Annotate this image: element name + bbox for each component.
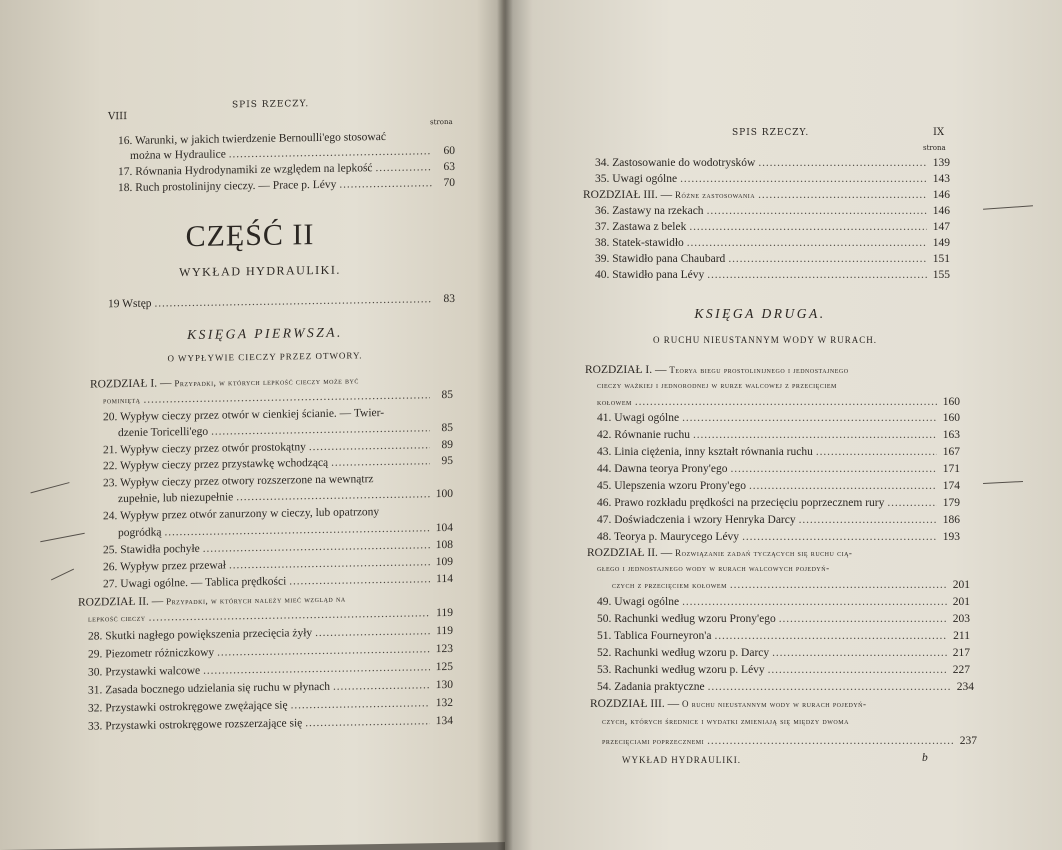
part-title: CZĘŚĆ II	[185, 218, 315, 254]
toc-entry-17: 17. Równania Hydrodynamiki ze względem na lepkość . . . 63	[118, 161, 455, 178]
toc-entry-52: 52. Rachunki według wzoru p. Darcy . . . 217	[597, 647, 970, 659]
toc-entry-41: 41. Uwagi ogólne . . . 160	[597, 412, 960, 424]
right-page	[505, 0, 1062, 850]
chapter-r1-line2: cieczy ważkiej i jednorodnej w rurze walcowej z przecięciem	[597, 380, 837, 390]
toc-entry-30: 30. Przystawki walcowe . . . 125	[88, 661, 453, 679]
toc-entry-22: 22. Wypływ cieczy przez przystawkę wchodzącą . . . 95	[103, 455, 453, 472]
toc-entry-20-line1: 20. Wypływ cieczy przez otwór w cienkiej ścianie. — Twier-	[103, 406, 385, 424]
pencil-mark	[983, 481, 1023, 484]
toc-entry-21: 21. Wypływ cieczy przez otwór prostokątny . . . 89	[103, 439, 453, 456]
toc-entry-40: 40. Stawidło pana Lévy . . . 155	[595, 269, 950, 281]
toc-entry-53: 53. Rachunki według wzoru p. Lévy . . . 227	[597, 664, 970, 676]
chapter-r3-line3: przecięciami poprzecznemi . . . 237	[602, 735, 977, 747]
page-number-left: VIII	[108, 111, 128, 123]
book-title-left: KSIĘGA PIERWSZA.	[187, 324, 343, 343]
toc-entry-28: 28. Skutki nagłego powiększenia przecięcia żyły . . . 119	[88, 625, 453, 643]
chapter-r2-line2: głego i jednostajnego wody w rurach walcowych pojedyń-	[597, 563, 830, 573]
pencil-mark	[40, 533, 84, 542]
page-number-right: IX	[933, 127, 945, 138]
toc-entry-25: 25. Stawidła pochyłe . . . 108	[103, 539, 453, 556]
footer-signature-title: WYKŁAD HYDRAULIKI.	[622, 755, 741, 765]
toc-entry-50: 50. Rachunki według wzoru Prony'ego . . . 203	[597, 613, 970, 625]
chapter-r3-line2: czych, których średnice i wydatki zmieniają się między dwoma	[602, 716, 849, 726]
chapter-1-line2: pominiętą . . . 85	[103, 389, 453, 406]
strona-label-right: strona	[923, 144, 946, 152]
chapter-r1-line3: kołowem . . . 160	[597, 396, 960, 408]
toc-entry-29: 29. Piezometr różniczkowy . . . 123	[88, 643, 453, 661]
toc-entry-16: można w Hydraulice . . . 60	[130, 145, 455, 162]
toc-entry-32: 32. Przystawki ostrokręgowe zwężające się . . . 132	[88, 697, 453, 715]
toc-entry-19: 19 Wstęp . . . 83	[108, 293, 455, 310]
toc-entry-38: 38. Statek-stawidło . . . 149	[595, 237, 950, 249]
chapter-r2-line3: czych z przecięciem kołowem . . . 201	[612, 579, 970, 591]
chapter-1-heading: ROZDZIAŁ I. — Przypadki, w których lepkość cieczy może być	[90, 375, 359, 391]
book-subtitle-left: O WYPŁYWIE CIECZY PRZEZ OTWORY.	[167, 350, 363, 364]
chapter-2-heading: ROZDZIAŁ II. — Przypadki, w których należy mieć wzgląd na	[78, 593, 346, 609]
toc-entry-34: 34. Zastosowanie do wodotrysków . . . 139	[595, 157, 950, 169]
toc-entry-37: 37. Zastawa z belek . . . 147	[595, 221, 950, 233]
book-subtitle-right: O RUCHU NIEUSTANNYM WODY W RURACH.	[653, 335, 877, 345]
toc-entry-18: 18. Ruch prostolinijny cieczy. — Prace p. Lévy . . . 70	[118, 177, 455, 194]
chapter-r3-heading: ROZDZIAŁ III. — O ruchu nieustannym wody w rurach pojedyń-	[590, 698, 867, 710]
toc-entry-16-line1: 16. Warunki, w jakich twierdzenie Bernoulli'ego stosować	[118, 130, 386, 148]
book-title-right: KSIĘGA DRUGA.	[694, 306, 826, 321]
book-gutter	[497, 0, 513, 850]
chapter-r2-heading: ROZDZIAŁ II. — Rozwiązanie zadań tyczących się ruchu cią-	[587, 547, 853, 559]
toc-entry-36: 36. Zastawy na rzekach . . . 146	[595, 205, 950, 217]
toc-entry-20: dzenie Toricelli'ego . . . 85	[118, 422, 453, 439]
toc-entry-48: 48. Teorya p. Maurycego Lévy . . . 193	[597, 531, 960, 543]
toc-entry-35: 35. Uwagi ogólne . . . 143	[595, 173, 950, 185]
left-page	[0, 0, 507, 850]
toc-entry-27: 27. Uwagi ogólne. — Tablica prędkości . . . 114	[103, 573, 453, 590]
running-header-left: SPIS RZECZY.	[232, 99, 310, 111]
toc-entry-31: 31. Zasada bocznego udzielania się ruchu w płynach . . . 130	[88, 679, 453, 697]
toc-entry-33: 33. Przystawki ostrokręgowe rozszerzające się . . . 134	[88, 715, 453, 733]
chapter-2-line2: lepkość cieczy . . . 119	[88, 607, 453, 625]
toc-entry-45: 45. Ulepszenia wzoru Prony'ego . . . 174	[597, 480, 960, 492]
toc-entry-42: 42. Równanie ruchu . . . 163	[597, 429, 960, 441]
pencil-mark	[983, 205, 1033, 209]
toc-entry-24-line1: 24. Wypływ przez otwór zanurzony w cieczy, lub opatrzony	[103, 506, 380, 523]
toc-entry-26: 26. Wypływ przez przewał . . . 109	[103, 556, 453, 573]
pencil-mark	[51, 569, 74, 581]
chapter-3-heading: ROZDZIAŁ III. — Różne zastosowania . . . 146	[583, 189, 950, 201]
toc-entry-39: 39. Stawidło pana Chaubard . . . 151	[595, 253, 950, 265]
toc-entry-24: pogródką . . . 104	[118, 522, 453, 539]
toc-entry-54: 54. Zadania praktyczne . . . 234	[597, 681, 974, 693]
toc-entry-49: 49. Uwagi ogólne . . . 201	[597, 596, 970, 608]
toc-entry-44: 44. Dawna teorya Prony'ego . . . 171	[597, 463, 960, 475]
toc-entry-46: 46. Prawo rozkładu prędkości na przecięciu poprzecznem rury . . . 179	[597, 497, 960, 509]
chapter-r1-heading: ROZDZIAŁ I. — Teorya biegu prostolinijnego i jednostajnego	[585, 364, 849, 376]
toc-entry-51: 51. Tablica Fourneyron'a . . . 211	[597, 630, 970, 642]
toc-entry-23: zupełnie, lub niezupełnie . . . 100	[118, 488, 453, 505]
footer-signature-mark: b	[922, 752, 928, 764]
pencil-mark	[30, 482, 69, 493]
strona-label-left: strona	[430, 117, 453, 127]
running-header-right: SPIS RZECZY.	[732, 128, 810, 138]
toc-entry-43: 43. Linia ciężenia, inny kształt równania ruchu . . . 167	[597, 446, 960, 458]
toc-entry-23-line1: 23. Wypływ cieczy przez otwory rozszerzone na wewnątrz	[103, 473, 374, 490]
part-subtitle: WYKŁAD HYDRAULIKI.	[179, 262, 341, 280]
toc-entry-47: 47. Doświadczenia i wzory Henryka Darcy . . . 186	[597, 514, 960, 526]
